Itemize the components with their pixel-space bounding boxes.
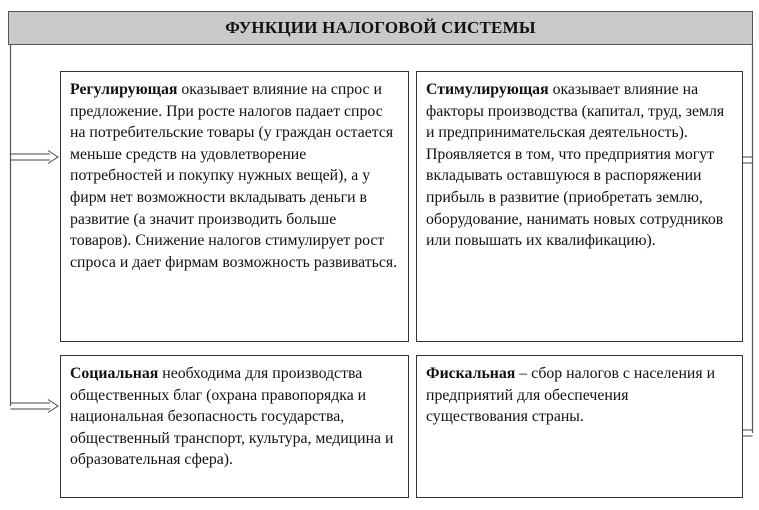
social-function-name: Социальная xyxy=(70,365,159,382)
stimulating-function-box xyxy=(416,71,743,342)
regulatory-function-name: Регулирующая xyxy=(70,81,178,98)
regulatory-function-box xyxy=(60,71,409,342)
fiscal-function-name: Фискальная xyxy=(426,365,516,382)
diagram-title-text: ФУНКЦИИ НАЛОГОВОЙ СИСТЕМЫ xyxy=(225,18,536,37)
regulatory-function-description: оказывает влияние на спрос и предложение. При росте налогов падает спрос на потребительские товары (у граждан остается меньше средств на удовлетворение потребностей и покупку нужных вещей), а у фирм нет возможности вкладывать деньги в развитие (а значит производить больше товаров). Снижение налогов стимулирует рост спроса и дает фирмам возможность развиваться. xyxy=(70,81,398,271)
fiscal-function-box xyxy=(416,355,743,498)
arrow-to-social xyxy=(11,400,59,413)
arrow-to-regulatory xyxy=(11,151,59,164)
stimulating-function-name: Стимулирующая xyxy=(426,81,549,98)
social-function-description: необходима для производства общественных благ (охрана правопорядка и национальная безопасность государства, общественный транспорт, культура, медицина и образовательная сфера). xyxy=(70,365,394,469)
stimulating-function-description: оказывает влияние на факторы производства (капитал, труд, земля и предпринимательская деятельность). Проявляется в том, что предприятия могут вкладывать оставшуюся в распоряжении прибыль в развитие (приобретать землю, оборудование, нанимать новых сотрудников или повышать их квалификацию). xyxy=(426,81,725,250)
diagram-title xyxy=(8,11,753,45)
fiscal-function-description: – сбор налогов с населения и предприятий для обеспечения существования страны. xyxy=(426,365,716,426)
social-function-box xyxy=(60,355,409,498)
